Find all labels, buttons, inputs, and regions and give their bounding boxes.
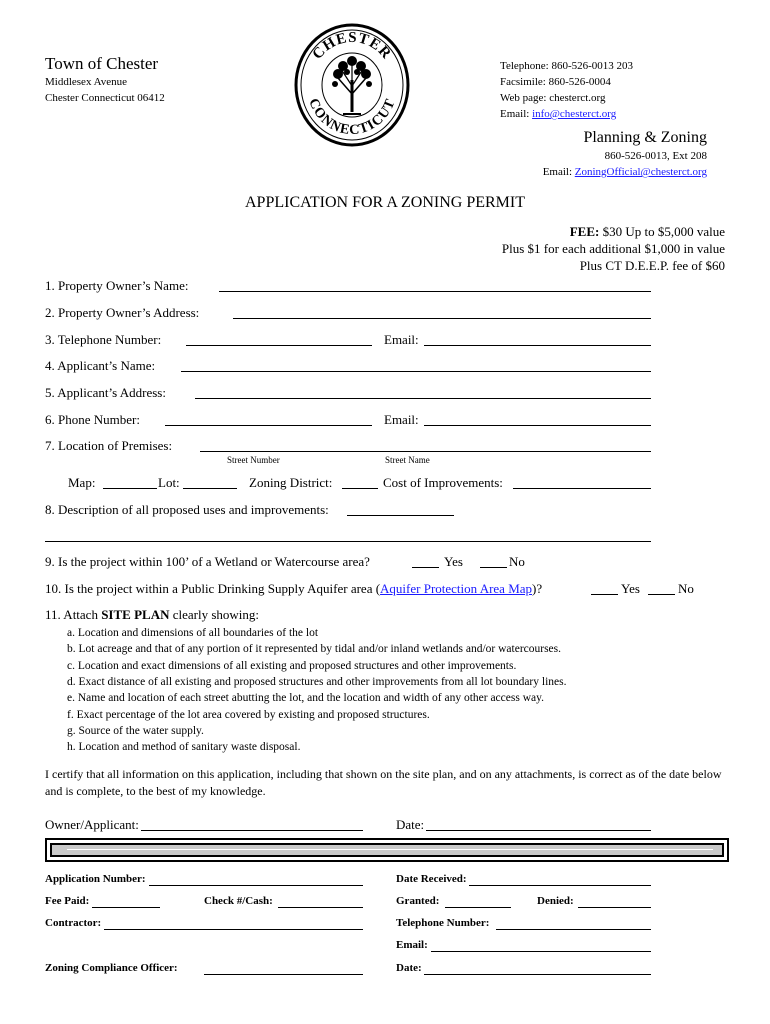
premises-label: 7. Location of Premises: [45,438,173,453]
aquifer-map-link[interactable]: Aquifer Protection Area Map [380,581,533,596]
town-name: Town of Chester [45,54,159,73]
contractor-telephone-label: Telephone Number: [396,917,490,929]
contractor-telephone-field[interactable] [496,929,651,930]
owner-name-field[interactable] [219,291,651,292]
aquifer-question: 10. Is the project within a Public Drinking Supply Aquifer area (Aquifer Protection Area Map)? [45,581,543,596]
fee-paid-field[interactable] [92,907,160,908]
signature-date-field[interactable] [426,830,651,831]
header-email-row [500,106,616,122]
site-plan-item: a. Location and dimensions of all boundaries of the lot [67,627,319,639]
applicant-address-field[interactable] [195,398,651,399]
applicant-name-label: 4. Applicant’s Name: [45,358,156,373]
zco-date-label: Date: [396,962,422,974]
applicant-name-field[interactable] [181,371,651,372]
app-number-field[interactable] [149,885,363,886]
phone-field[interactable] [165,425,372,426]
aquifer-yes-blank[interactable] [591,594,618,595]
premises-field[interactable] [200,451,651,452]
dept-email-label: Email: [542,166,575,178]
contractor-field[interactable] [104,929,363,930]
site-plan-item: g. Source of the water supply. [67,724,204,737]
street-number-caption: Street Number [227,455,280,465]
site-plan-heading: 11. Attach SITE PLAN clearly showing: [45,607,260,622]
signature-date-label: Date: [396,817,425,832]
town-seal-logo [293,22,411,148]
site-plan-item: f. Exact percentage of the lot area covered by existing and proposed structures. [67,708,430,721]
aquifer-no-label: No [678,581,694,596]
zco-field[interactable] [204,974,363,975]
owner-address-field[interactable] [233,318,651,319]
cost-field[interactable] [513,488,651,489]
phone-label: 6. Phone Number: [45,412,140,427]
owner-name-label: 1. Property Owner’s Name: [45,278,189,293]
header-web: Web page: chesterct.org [500,92,606,104]
site-plan-item: d. Exact distance of all existing and proposed structures and other improvements from all lot boundary lines. [67,675,567,688]
date-received-field[interactable] [469,885,651,886]
fee-paid-label: Fee Paid: [45,895,90,907]
owner-signature-label: Owner/Applicant: [45,817,139,832]
street-name-caption: Street Name [385,455,430,465]
applicant-email-label: Email: [384,412,419,427]
town-address-line2: Chester Connecticut 06412 [45,92,165,104]
dept-phone: 860-526-0013, Ext 208 [604,150,707,162]
telephone-field[interactable] [186,345,372,346]
denied-label: Denied: [537,895,574,907]
fee-line1: FEE: $30 Up to $5,000 value [569,224,725,239]
description-field-2[interactable] [45,541,651,542]
zco-label: Zoning Compliance Officer: [45,962,178,974]
fee-line3: Plus CT D.E.E.P. fee of $60 [579,258,725,273]
app-number-label: Application Number: [45,873,146,885]
office-use-separator [45,838,729,862]
contractor-email-label: Email: [396,939,428,951]
description-label: 8. Description of all proposed uses and improvements: [45,502,329,517]
wetland-no-label: No [509,554,525,569]
zoning-district-field[interactable] [342,488,378,489]
dept-email-link[interactable]: ZoningOfficial@chesterct.org [574,166,707,178]
owner-email-field[interactable] [424,345,651,346]
granted-field[interactable] [445,907,511,908]
header-fax: Facsimile: 860-526-0004 [500,76,611,88]
header-email-link[interactable]: info@chesterct.org [532,108,617,120]
svg-text:CONNECTICUT: CONNECTICUT [305,96,399,139]
lot-label: Lot: [158,475,180,490]
site-plan-item: h. Location and method of sanitary waste disposal. [67,741,301,754]
header-telephone: Telephone: 860-526-0013 203 [500,60,634,72]
zco-date-field[interactable] [424,974,651,975]
lot-field[interactable] [183,488,237,489]
wetland-question: 9. Is the project within 100’ of a Wetland or Watercourse area? [45,554,370,569]
wetland-yes-label: Yes [444,554,463,569]
dept-email-row [543,164,707,180]
certification-text: I certify that all information on this application, including that shown on the site plan, and on any attachments, is correct as of the date below and is complete, to the best of my knowledge. [45,767,722,798]
applicant-email-field[interactable] [424,425,651,426]
fee-line2: Plus $1 for each additional $1,000 in value [501,241,725,256]
owner-signature-field[interactable] [141,830,363,831]
wetland-no-blank[interactable] [480,567,507,568]
denied-field[interactable] [578,907,651,908]
site-plan-item: c. Location and exact dimensions of all existing and proposed structures and other improvements. [67,659,517,672]
date-received-label: Date Received: [396,873,467,885]
svg-text:CHESTER: CHESTER [309,29,395,63]
form-title: APPLICATION FOR A ZONING PERMIT [244,194,526,211]
owner-email-label: Email: [384,332,419,347]
owner-address-label: 2. Property Owner’s Address: [45,305,200,320]
contractor-email-field[interactable] [431,951,651,952]
granted-label: Granted: [396,895,440,907]
map-label: Map: [68,475,96,490]
dept-name: Planning & Zoning [583,129,707,146]
site-plan-item: e. Name and location of each street abutting the lot, and the location and width of any other access way. [67,692,544,705]
site-plan-item: b. Lot acreage and that of any portion of it represented by tidal and/or inland wetlands and/or watercourses. [67,643,562,656]
aquifer-no-blank[interactable] [648,594,675,595]
contractor-label: Contractor: [45,917,102,929]
check-cash-field[interactable] [278,907,363,908]
fee-block [502,223,725,274]
cost-label: Cost of Improvements: [383,475,503,490]
applicant-address-label: 5. Applicant’s Address: [45,385,166,400]
map-field[interactable] [103,488,157,489]
check-cash-label: Check #/Cash: [204,895,273,907]
fee-label: FEE: [569,224,600,239]
zoning-district-label: Zoning District: [249,475,333,490]
header-email-label: Email: [500,108,533,120]
description-field[interactable] [347,515,454,516]
town-address-line1: Middlesex Avenue [45,76,127,88]
aquifer-yes-label: Yes [621,581,640,596]
telephone-label: 3. Telephone Number: [45,332,162,347]
wetland-yes-blank[interactable] [412,567,439,568]
